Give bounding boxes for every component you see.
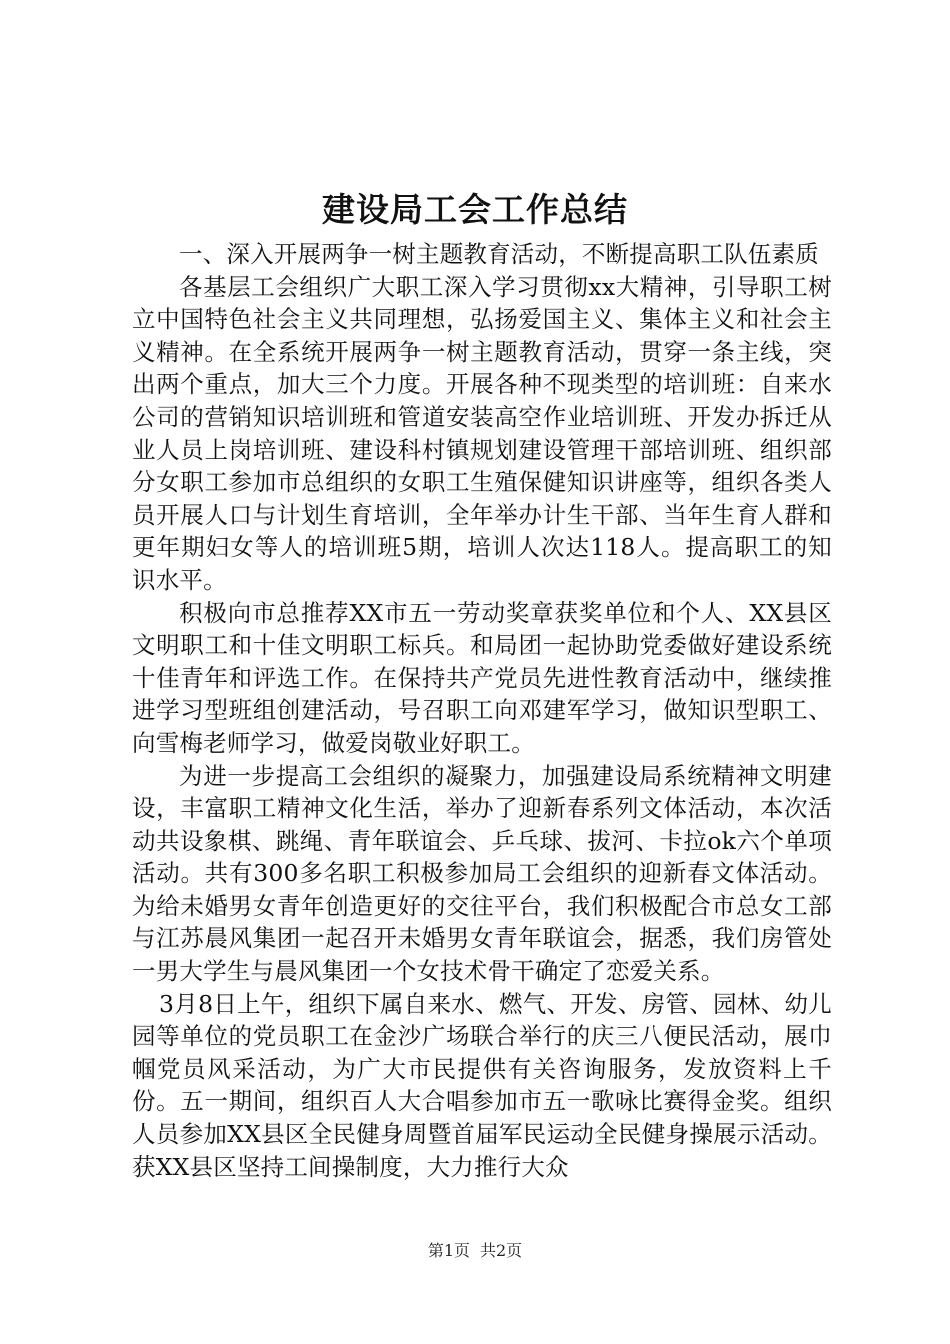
document-body [132, 238, 832, 1183]
page-total: 共2页 [480, 1241, 523, 1260]
body-paragraph: 各基层工会组织广大职工深入学习贯彻xx大精神，引导职工树立中国特色社会主义共同理想，弘扬爱国主义、集体主义和社会主义精神。在全系统开展两争一树主题教育活动，贯穿一条主线，突出两个重点，加大三个力度。开展各种不现类型的培训班：自来水公司的营销知识培训班和管道安装高空作业培训班、开发办拆迁从业人员上岗培训班、建设科村镇规划建设管理干部培训班、组织部分女职工参加市总组织的女职工生殖保健知识讲座等，组织各类人员开展人口与计划生育培训，全年举办计生干部、当年生育人群和更年期妇女等人的培训班5期，培训人次达118人。提高职工的知识水平。 [132, 272, 832, 594]
document-title: 建设局工会工作总结 [322, 190, 628, 229]
page-number: 第1页 [427, 1241, 470, 1260]
body-paragraph: 3月8日上午，组织下属自来水、燃气、开发、房管、园林、幼儿园等单位的党员职工在金沙广场联合举行的庆三八便民活动，展巾帼党员风采活动，为广大市民提供有关咨询服务，发放资料上千份。五一期间，组织百人大合唱参加市五一歌咏比赛得金奖。组织人员参加XX县区全民健身周暨首届军民运动全民健身操展示活动。获XX县区坚持工间操制度，大力推行大众 [132, 989, 832, 1181]
body-paragraph: 积极向市总推荐XX市五一劳动奖章获奖单位和个人、XX县区文明职工和十佳文明职工标兵。和局团一起协助党委做好建设系统十佳青年和评选工作。在保持共产党员先进性教育活动中，继续推进学习型班组创建活动，号召职工向邓建军学习，做知识型职工、向雪梅老师学习，做爱岗敬业好职工。 [132, 598, 832, 757]
body-paragraph: 为进一步提高工会组织的凝聚力，加强建设局系统精神文明建设，丰富职工精神文化生活，举办了迎新春系列文体活动，本次活动共设象棋、跳绳、青年联谊会、乒乓球、拔河、卡拉ok六个单项活动。共有300多名职工积极参加局工会组织的迎新春文体活动。为给未婚男女青年创造更好的交往平台，我们积极配合市总女工部与江苏晨风集团一起召开未婚男女青年联谊会，据悉，我们房管处一男大学生与晨风集团一个女技术骨干确定了恋爱关系。 [132, 761, 832, 986]
section-heading: 一、深入开展两争一树主题教育活动，不断提高职工队伍素质 [179, 240, 819, 268]
page-footer [0, 1240, 950, 1262]
